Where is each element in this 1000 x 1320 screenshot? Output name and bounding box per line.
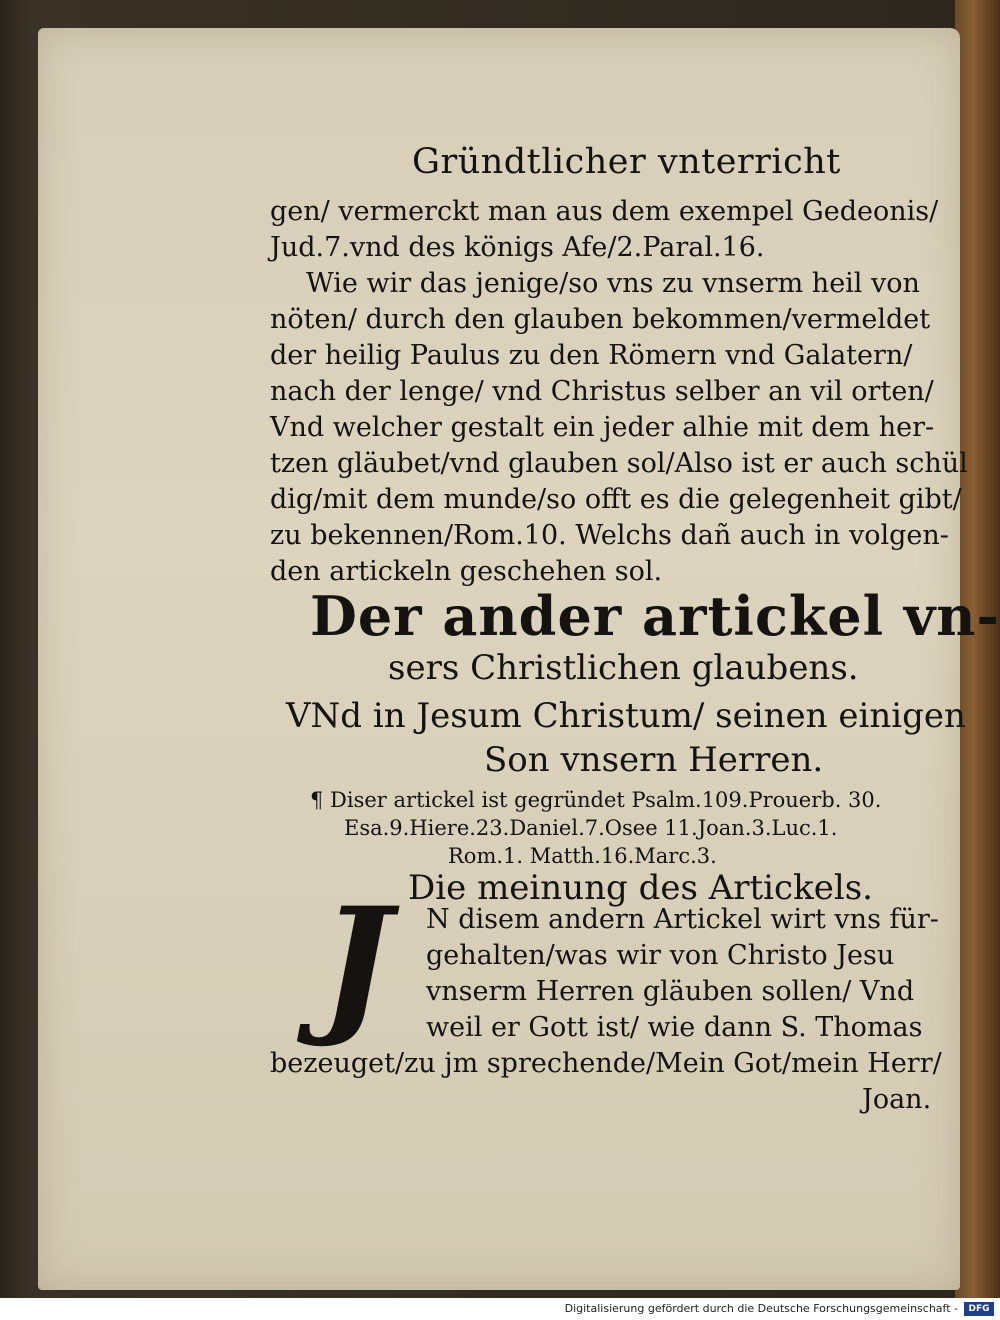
text-line: nach der lenge/ vnd Christus selber an vil orten/ <box>270 376 934 407</box>
text-line: gen/ vermerckt man aus dem exempel Gedeonis/ <box>270 196 939 227</box>
text-line: zu bekennen/Rom.10. Welchs dañ auch in volgen- <box>270 520 949 551</box>
text-line: gehalten/was wir von Christo Jesu <box>426 940 895 971</box>
scripture-reference: Esa.9.Hiere.23.Daniel.7.Osee 11.Joan.3.Luc.1. <box>344 816 838 840</box>
meaning-heading: Die meinung des Artickels. <box>408 868 873 908</box>
footer-credit: Digitalisierung gefördert durch die Deutsche Forschungsgemeinschaft - <box>564 1302 958 1315</box>
text-line: dig/mit dem munde/so offt es die gelegenheit gibt/ <box>270 484 962 515</box>
text-line: Wie wir das jenige/so vns zu vnserm heil von <box>306 268 920 299</box>
text-line: Jud.7.vnd des königs Afe/2.Paral.16. <box>270 232 765 263</box>
footer-bar <box>0 1298 1000 1320</box>
text-line: bezeuget/zu jm sprechende/Mein Got/mein Herr/ <box>270 1048 942 1079</box>
decorated-initial: J <box>320 875 392 1051</box>
article-subtitle: sers Christlichen glaubens. <box>388 648 859 688</box>
text-line: den artickeln geschehen sol. <box>270 556 663 587</box>
catchword: Joan. <box>862 1084 932 1115</box>
article-title: Der ander artickel vn- <box>310 584 1000 648</box>
text-line: der heilig Paulus zu den Römern vnd Galatern/ <box>270 340 913 371</box>
creed-line: Son vnsern Herren. <box>484 740 824 780</box>
creed-line: VNd in Jesum Christum/ seinen einigen <box>286 696 966 736</box>
text-line: nöten/ durch den glauben bekommen/vermeldet <box>270 304 931 335</box>
text-line: N disem andern Artickel wirt vns für- <box>426 904 939 935</box>
text-line: vnserm Herren gläuben sollen/ Vnd <box>426 976 915 1007</box>
scripture-reference: ¶ Diser artickel ist gegründet Psalm.109.Prouerb. 30. <box>310 788 882 812</box>
text-line: tzen gläubet/vnd glauben sol/Also ist er auch schül <box>270 448 968 479</box>
text-line: Vnd welcher gestalt ein jeder alhie mit dem her- <box>270 412 935 443</box>
running-head: Gründtlicher vnterricht <box>412 142 841 182</box>
book-edge <box>955 0 1000 1298</box>
book-page <box>38 28 1000 1290</box>
text-line: weil er Gott ist/ wie dann S. Thomas <box>426 1012 923 1043</box>
dfg-logo-icon: DFG <box>964 1302 994 1316</box>
scripture-reference: Rom.1. Matth.16.Marc.3. <box>448 844 717 868</box>
